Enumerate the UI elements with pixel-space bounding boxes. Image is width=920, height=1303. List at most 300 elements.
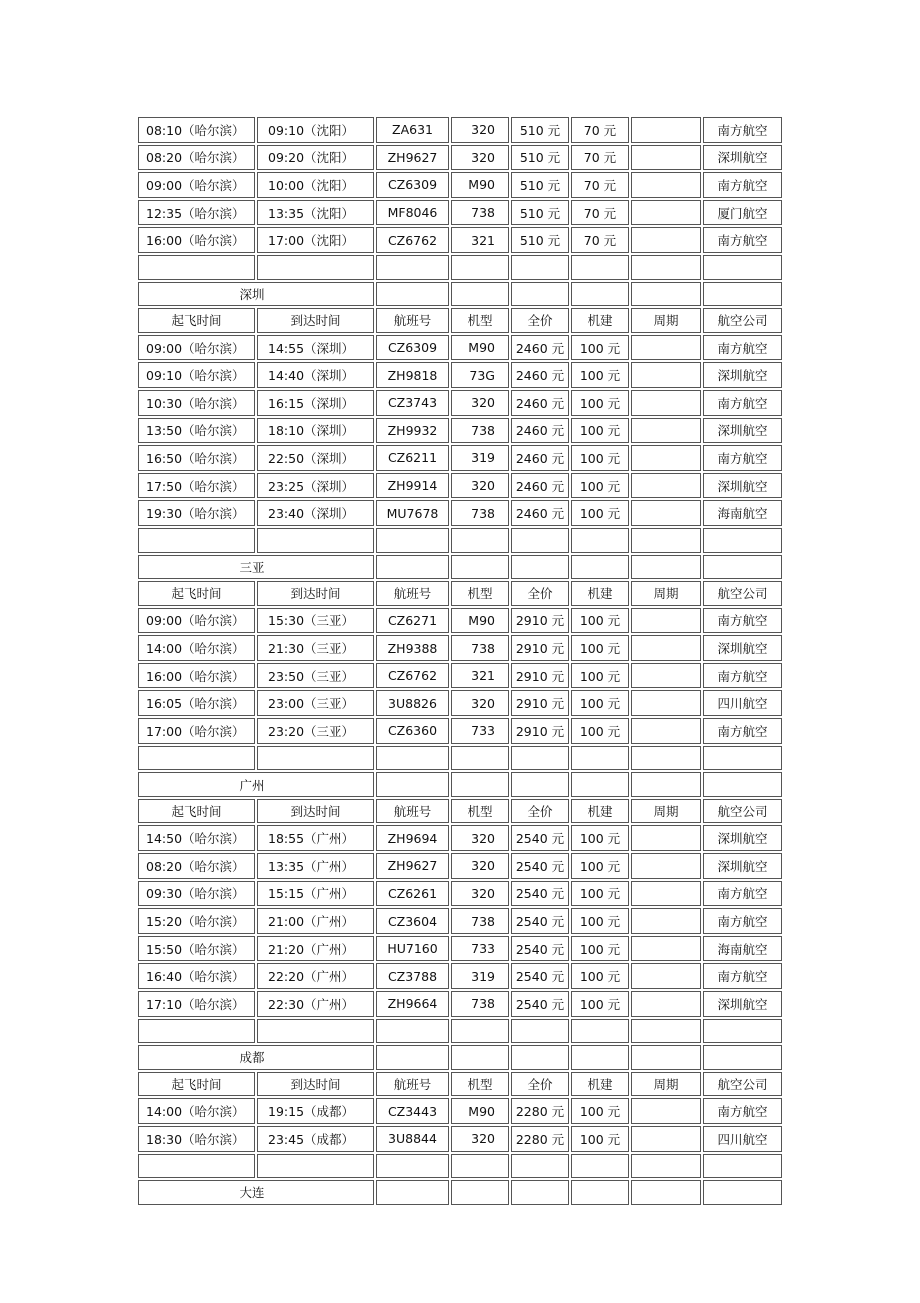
blank-cell [703,1045,782,1070]
cell-aircraft: 321 [451,227,509,253]
cell-tax: 100 元 [571,362,629,388]
blank-cell [138,746,255,771]
cell-tax: 100 元 [571,881,629,907]
cell-tax: 100 元 [571,908,629,934]
table-row [138,334,784,362]
table-row [138,144,784,172]
cell-arrive: 21:30（三亚） [257,635,374,661]
cell-tax: 100 元 [571,500,629,526]
blank-spacer-row [138,1018,784,1045]
blank-cell [571,772,629,797]
cell-aircraft: 320 [451,390,509,416]
blank-cell [451,746,509,771]
cell-arrive: 17:00（沈阳） [257,227,374,253]
destination-title-row [138,771,784,798]
blank-cell [631,1019,701,1044]
column-header-tax: 机建 [571,1072,629,1097]
cell-airline: 深圳航空 [703,362,782,388]
cell-flight: CZ3788 [376,963,449,989]
blank-spacer-row [138,745,784,772]
cell-tax: 70 元 [571,227,629,253]
cell-aircraft: 320 [451,825,509,851]
blank-cell [631,528,701,553]
cell-arrive: 23:25（深圳） [257,473,374,499]
table-row [138,852,784,880]
cell-period [631,718,701,744]
table-row [138,361,784,389]
column-header-depart: 起飞时间 [138,308,255,333]
blank-cell [703,282,782,307]
column-header-airline: 航空公司 [703,799,782,824]
cell-tax: 100 元 [571,718,629,744]
cell-tax: 100 元 [571,1126,629,1152]
blank-cell [451,555,509,580]
cell-period [631,335,701,361]
cell-airline: 四川航空 [703,1126,782,1152]
blank-cell [703,746,782,771]
cell-arrive: 13:35（沈阳） [257,200,374,226]
cell-tax: 100 元 [571,418,629,444]
cell-price: 2460 元 [511,473,569,499]
cell-tax: 100 元 [571,390,629,416]
cell-aircraft: 738 [451,418,509,444]
table-row [138,226,784,254]
destination-title-row [138,1179,784,1206]
blank-cell [138,1019,255,1044]
cell-airline: 南方航空 [703,881,782,907]
cell-depart: 16:40（哈尔滨） [138,963,255,989]
blank-cell [376,528,449,553]
cell-airline: 南方航空 [703,390,782,416]
cell-price: 2910 元 [511,635,569,661]
column-header-row [138,1071,784,1098]
destination-title-text: 广州 [239,777,265,793]
blank-cell [571,1045,629,1070]
cell-depart: 14:50（哈尔滨） [138,825,255,851]
cell-depart: 19:30（哈尔滨） [138,500,255,526]
table-row [138,634,784,662]
cell-arrive: 21:20（广州） [257,936,374,962]
cell-depart: 09:00（哈尔滨） [138,608,255,634]
column-header-period: 周期 [631,799,701,824]
cell-period [631,963,701,989]
blank-cell [571,1180,629,1205]
column-header-flight: 航班号 [376,308,449,333]
cell-depart: 09:10（哈尔滨） [138,362,255,388]
destination-title [138,1045,374,1070]
cell-aircraft: 733 [451,936,509,962]
column-header-arrive: 到达时间 [257,799,374,824]
cell-arrive: 18:10（深圳） [257,418,374,444]
cell-price: 2540 元 [511,853,569,879]
cell-flight: ZH9627 [376,853,449,879]
table-row [138,199,784,227]
cell-aircraft: 320 [451,1126,509,1152]
cell-flight: ZH9694 [376,825,449,851]
cell-flight: CZ3604 [376,908,449,934]
cell-arrive: 21:00（广州） [257,908,374,934]
cell-airline: 南方航空 [703,172,782,198]
cell-price: 2540 元 [511,881,569,907]
cell-tax: 100 元 [571,991,629,1017]
destination-title [138,555,374,580]
cell-airline: 南方航空 [703,963,782,989]
cell-period [631,1126,701,1152]
cell-aircraft: 319 [451,445,509,471]
blank-cell [451,1180,509,1205]
cell-depart: 16:50（哈尔滨） [138,445,255,471]
blank-cell [703,1154,782,1179]
blank-cell [257,528,374,553]
cell-period [631,418,701,444]
cell-depart: 15:50（哈尔滨） [138,936,255,962]
cell-tax: 70 元 [571,117,629,143]
blank-cell [138,528,255,553]
cell-price: 2540 元 [511,963,569,989]
column-header-airline: 航空公司 [703,308,782,333]
column-header-price: 全价 [511,308,569,333]
cell-aircraft: 320 [451,853,509,879]
column-header-arrive: 到达时间 [257,308,374,333]
cell-aircraft: M90 [451,172,509,198]
blank-cell [451,255,509,280]
table-row [138,1125,784,1153]
column-header-depart: 起飞时间 [138,1072,255,1097]
destination-title [138,282,374,307]
cell-arrive: 18:55（广州） [257,825,374,851]
table-row [138,171,784,199]
cell-aircraft: 319 [451,963,509,989]
cell-airline: 南方航空 [703,227,782,253]
cell-tax: 70 元 [571,200,629,226]
cell-arrive: 14:55（深圳） [257,335,374,361]
blank-cell [571,555,629,580]
cell-flight: ZH9818 [376,362,449,388]
cell-airline: 深圳航空 [703,991,782,1017]
cell-depart: 08:20（哈尔滨） [138,145,255,171]
blank-cell [257,746,374,771]
column-header-tax: 机建 [571,799,629,824]
cell-tax: 100 元 [571,1098,629,1124]
cell-price: 2540 元 [511,825,569,851]
cell-price: 2910 元 [511,663,569,689]
cell-flight: MF8046 [376,200,449,226]
flight-schedule-table [138,116,784,1206]
cell-period [631,608,701,634]
blank-cell [631,746,701,771]
cell-airline: 南方航空 [703,117,782,143]
cell-flight: CZ6762 [376,663,449,689]
cell-tax: 70 元 [571,172,629,198]
cell-airline: 厦门航空 [703,200,782,226]
destination-title-text: 大连 [239,1185,265,1201]
blank-cell [511,282,569,307]
cell-period [631,445,701,471]
destination-title-row [138,554,784,581]
blank-cell [703,528,782,553]
cell-depart: 09:00（哈尔滨） [138,172,255,198]
column-header-tax: 机建 [571,308,629,333]
blank-cell [703,555,782,580]
cell-tax: 100 元 [571,936,629,962]
cell-price: 2460 元 [511,445,569,471]
table-row [138,962,784,990]
blank-cell [571,1154,629,1179]
blank-cell [511,1045,569,1070]
blank-cell [451,772,509,797]
cell-period [631,690,701,716]
destination-title-text: 深圳 [239,286,265,302]
cell-tax: 70 元 [571,145,629,171]
column-header-depart: 起飞时间 [138,799,255,824]
cell-aircraft: 320 [451,473,509,499]
blank-cell [376,1019,449,1044]
cell-flight: ZH9664 [376,991,449,1017]
cell-period [631,500,701,526]
cell-arrive: 09:10（沈阳） [257,117,374,143]
cell-price: 2540 元 [511,908,569,934]
cell-price: 2540 元 [511,991,569,1017]
table-row [138,907,784,935]
cell-arrive: 10:00（沈阳） [257,172,374,198]
cell-price: 2910 元 [511,690,569,716]
cell-tax: 100 元 [571,635,629,661]
cell-flight: ZH9914 [376,473,449,499]
cell-depart: 08:20（哈尔滨） [138,853,255,879]
cell-flight: CZ6261 [376,881,449,907]
cell-tax: 100 元 [571,663,629,689]
cell-airline: 南方航空 [703,663,782,689]
blank-spacer-row [138,527,784,554]
blank-cell [571,282,629,307]
column-header-period: 周期 [631,1072,701,1097]
cell-tax: 100 元 [571,608,629,634]
cell-airline: 深圳航空 [703,825,782,851]
blank-cell [631,255,701,280]
cell-arrive: 23:50（三亚） [257,663,374,689]
column-header-row [138,307,784,334]
table-row [138,1097,784,1125]
table-row [138,689,784,717]
cell-airline: 海南航空 [703,936,782,962]
blank-cell [376,1154,449,1179]
cell-period [631,1098,701,1124]
cell-tax: 100 元 [571,335,629,361]
cell-period [631,635,701,661]
cell-arrive: 16:15（深圳） [257,390,374,416]
cell-price: 2910 元 [511,718,569,744]
cell-airline: 深圳航空 [703,145,782,171]
cell-airline: 深圳航空 [703,473,782,499]
cell-flight: MU7678 [376,500,449,526]
blank-cell [511,1154,569,1179]
cell-period [631,200,701,226]
cell-aircraft: 738 [451,908,509,934]
table-row [138,662,784,690]
blank-spacer-row [138,254,784,281]
cell-period [631,663,701,689]
cell-depart: 13:50（哈尔滨） [138,418,255,444]
cell-depart: 16:00（哈尔滨） [138,663,255,689]
cell-aircraft: 738 [451,200,509,226]
blank-cell [511,255,569,280]
cell-price: 2910 元 [511,608,569,634]
cell-flight: CZ6309 [376,172,449,198]
cell-aircraft: 73G [451,362,509,388]
cell-flight: ZH9932 [376,418,449,444]
column-header-flight: 航班号 [376,1072,449,1097]
cell-tax: 100 元 [571,473,629,499]
cell-aircraft: 738 [451,991,509,1017]
cell-arrive: 19:15（成都） [257,1098,374,1124]
blank-cell [451,1045,509,1070]
cell-airline: 南方航空 [703,718,782,744]
blank-cell [511,555,569,580]
cell-aircraft: 733 [451,718,509,744]
blank-cell [703,1019,782,1044]
blank-cell [257,1154,374,1179]
cell-tax: 100 元 [571,445,629,471]
blank-cell [703,1180,782,1205]
blank-cell [376,282,449,307]
table-row [138,389,784,417]
column-header-airline: 航空公司 [703,1072,782,1097]
cell-price: 510 元 [511,227,569,253]
table-row [138,880,784,908]
column-header-price: 全价 [511,581,569,606]
cell-airline: 深圳航空 [703,635,782,661]
cell-aircraft: 738 [451,500,509,526]
cell-price: 2460 元 [511,390,569,416]
table-row [138,607,784,635]
cell-airline: 海南航空 [703,500,782,526]
blank-cell [631,1180,701,1205]
blank-cell [257,255,374,280]
cell-flight: CZ6211 [376,445,449,471]
cell-flight: ZA631 [376,117,449,143]
table-row [138,499,784,527]
cell-depart: 14:00（哈尔滨） [138,635,255,661]
column-header-period: 周期 [631,308,701,333]
cell-price: 2460 元 [511,362,569,388]
column-header-tax: 机建 [571,581,629,606]
cell-arrive: 23:20（三亚） [257,718,374,744]
column-header-aircraft: 机型 [451,1072,509,1097]
table-row [138,717,784,745]
cell-flight: CZ6309 [376,335,449,361]
cell-period [631,853,701,879]
cell-flight: CZ6271 [376,608,449,634]
cell-tax: 100 元 [571,963,629,989]
blank-cell [511,746,569,771]
blank-cell [138,1154,255,1179]
cell-airline: 南方航空 [703,1098,782,1124]
cell-arrive: 15:30（三亚） [257,608,374,634]
cell-price: 2540 元 [511,936,569,962]
table-row [138,824,784,852]
cell-arrive: 22:50（深圳） [257,445,374,471]
cell-aircraft: M90 [451,1098,509,1124]
blank-cell [511,772,569,797]
column-header-arrive: 到达时间 [257,581,374,606]
cell-arrive: 14:40（深圳） [257,362,374,388]
blank-cell [376,772,449,797]
cell-period [631,908,701,934]
blank-cell [451,1019,509,1044]
cell-period [631,390,701,416]
blank-cell [376,1180,449,1205]
cell-period [631,473,701,499]
table-row [138,417,784,445]
cell-airline: 南方航空 [703,608,782,634]
blank-cell [571,746,629,771]
blank-cell [451,528,509,553]
blank-cell [138,255,255,280]
cell-tax: 100 元 [571,853,629,879]
cell-arrive: 09:20（沈阳） [257,145,374,171]
cell-depart: 18:30（哈尔滨） [138,1126,255,1152]
blank-cell [631,555,701,580]
cell-period [631,172,701,198]
destination-title-row [138,1044,784,1071]
cell-flight: 3U8826 [376,690,449,716]
blank-cell [571,1019,629,1044]
blank-cell [571,255,629,280]
blank-cell [376,555,449,580]
cell-airline: 南方航空 [703,335,782,361]
blank-cell [631,772,701,797]
table-row [138,935,784,963]
cell-depart: 17:00（哈尔滨） [138,718,255,744]
table-row [138,990,784,1018]
destination-title-text: 三亚 [239,559,265,575]
destination-title [138,772,374,797]
cell-arrive: 23:45（成都） [257,1126,374,1152]
column-header-aircraft: 机型 [451,581,509,606]
blank-spacer-row [138,1153,784,1180]
table-row [138,444,784,472]
cell-depart: 16:00（哈尔滨） [138,227,255,253]
cell-price: 2280 元 [511,1098,569,1124]
cell-aircraft: 320 [451,690,509,716]
cell-price: 2460 元 [511,500,569,526]
blank-cell [376,746,449,771]
cell-aircraft: M90 [451,608,509,634]
cell-flight: 3U8844 [376,1126,449,1152]
blank-cell [511,1180,569,1205]
cell-tax: 100 元 [571,690,629,716]
column-header-row [138,580,784,607]
destination-title-row [138,281,784,308]
cell-aircraft: 738 [451,635,509,661]
blank-cell [376,1045,449,1070]
column-header-flight: 航班号 [376,581,449,606]
blank-cell [451,1154,509,1179]
cell-depart: 17:10（哈尔滨） [138,991,255,1017]
cell-airline: 深圳航空 [703,853,782,879]
column-header-flight: 航班号 [376,799,449,824]
column-header-row [138,798,784,825]
blank-cell [631,1154,701,1179]
blank-cell [571,528,629,553]
cell-airline: 深圳航空 [703,418,782,444]
cell-arrive: 22:20（广州） [257,963,374,989]
blank-cell [511,1019,569,1044]
column-header-price: 全价 [511,1072,569,1097]
cell-airline: 四川航空 [703,690,782,716]
column-header-arrive: 到达时间 [257,1072,374,1097]
cell-price: 510 元 [511,117,569,143]
